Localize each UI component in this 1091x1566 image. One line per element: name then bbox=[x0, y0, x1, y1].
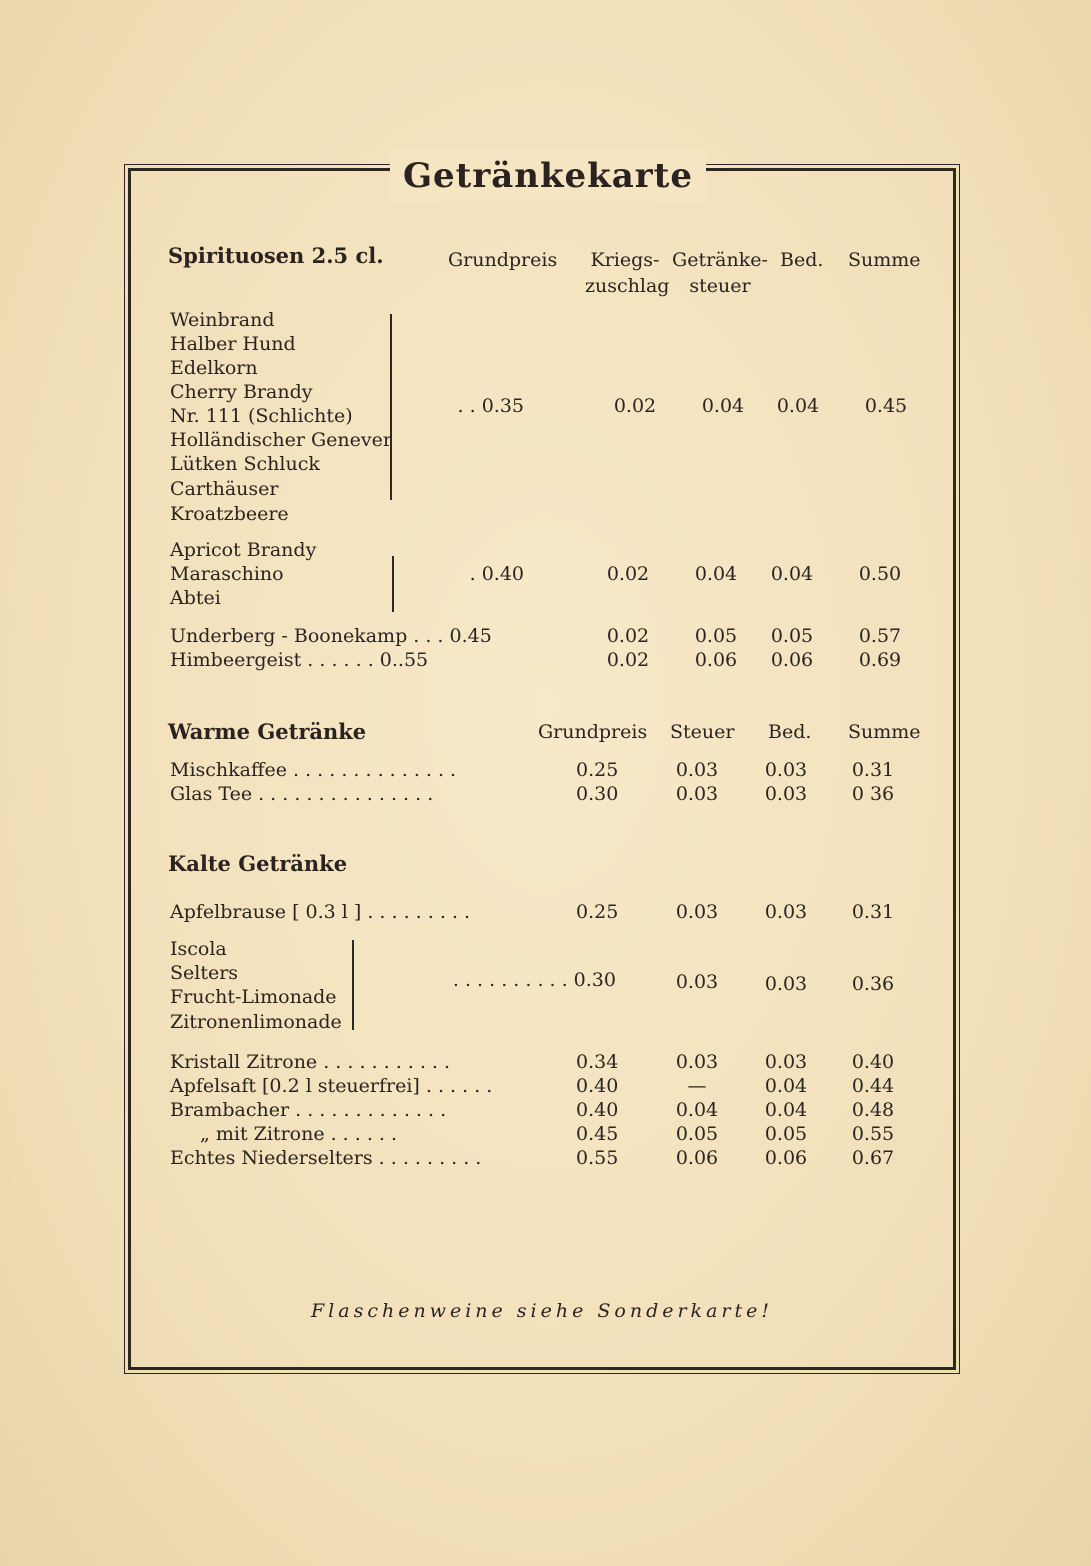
bed-cell: 0.03 bbox=[764, 783, 808, 805]
summe-cell: 0.31 bbox=[851, 759, 895, 781]
price-cell: . 0.40 bbox=[469, 563, 524, 585]
kriegs-cell: 0.02 bbox=[613, 395, 657, 417]
price-cell: 0.40 bbox=[576, 1099, 619, 1121]
col-kriegs-1: Kriegs- bbox=[590, 249, 660, 271]
bed-cell: 0.04 bbox=[770, 563, 814, 585]
steuer-cell: 0.04 bbox=[701, 395, 745, 417]
spirit-item: Edelkorn bbox=[170, 357, 258, 379]
steuer-cell: 0.06 bbox=[694, 649, 738, 671]
footer-note: Flaschenweine siehe Sonderkarte! bbox=[310, 1300, 773, 1322]
summe-cell: 0.55 bbox=[851, 1123, 895, 1145]
bed-cell: 0.06 bbox=[770, 649, 814, 671]
steuer-cell: — bbox=[687, 1075, 707, 1097]
cold-row-name: Echtes Niederselters . . . . . . . . . bbox=[170, 1147, 482, 1169]
col-kriegs-2: zuschlag bbox=[585, 275, 670, 297]
spirit-item: Kroatzbeere bbox=[170, 503, 289, 525]
steuer-cell: 0.03 bbox=[675, 1051, 719, 1073]
summe-cell: 0 36 bbox=[851, 783, 895, 805]
summe-cell: 0.31 bbox=[851, 901, 895, 923]
spirit-item: Holländischer Genever bbox=[170, 429, 392, 451]
summe-cell: 0.36 bbox=[851, 973, 895, 995]
col-summe: Summe bbox=[848, 249, 921, 271]
col-bed: Bed. bbox=[768, 721, 812, 743]
page-title: Getränkekarte bbox=[402, 156, 694, 196]
cold-row-name: Apfelsaft [0.2 l steuerfrei] . . . . . . bbox=[170, 1075, 493, 1097]
cold-item: Iscola bbox=[170, 938, 227, 960]
bed-cell: 0.04 bbox=[776, 395, 820, 417]
bed-cell: 0.03 bbox=[764, 759, 808, 781]
price-cell: 0.25 bbox=[576, 759, 619, 781]
col-bed: Bed. bbox=[780, 249, 824, 271]
bed-cell: 0.04 bbox=[764, 1099, 808, 1121]
bed-cell: 0.05 bbox=[764, 1123, 808, 1145]
warm-row-name: Glas Tee . . . . . . . . . . . . . . . bbox=[170, 783, 434, 805]
spirit-item: Nr. 111 (Schlichte) bbox=[170, 405, 353, 427]
steuer-cell: 0.05 bbox=[694, 625, 738, 647]
summe-cell: 0.48 bbox=[851, 1099, 895, 1121]
group-bracket bbox=[392, 556, 394, 612]
spirits-heading: Spirituosen 2.5 cl. bbox=[168, 243, 384, 268]
price-cell: 0.34 bbox=[576, 1051, 619, 1073]
kriegs-cell: 0.02 bbox=[606, 649, 650, 671]
steuer-cell: 0.05 bbox=[675, 1123, 719, 1145]
col-steuer: Steuer bbox=[670, 721, 735, 743]
bed-cell: 0.06 bbox=[764, 1147, 808, 1169]
spirit-item: Halber Hund bbox=[170, 333, 296, 355]
bed-cell: 0.04 bbox=[764, 1075, 808, 1097]
summe-cell: 0.44 bbox=[851, 1075, 895, 1097]
spirit-item: Apricot Brandy bbox=[170, 539, 317, 561]
warm-heading: Warme Getränke bbox=[168, 719, 367, 744]
cold-row-name: Brambacher . . . . . . . . . . . . . bbox=[170, 1099, 447, 1121]
price-cell: . . 0.35 bbox=[457, 395, 524, 417]
cold-row-name: „ mit Zitrone . . . . . . bbox=[200, 1123, 398, 1145]
col-grundpreis: Grundpreis bbox=[538, 721, 648, 743]
bed-cell: 0.03 bbox=[764, 901, 808, 923]
summe-cell: 0.69 bbox=[858, 649, 902, 671]
steuer-cell: 0.03 bbox=[675, 971, 719, 993]
steuer-cell: 0.03 bbox=[675, 901, 719, 923]
bed-cell: 0.05 bbox=[770, 625, 814, 647]
spirit-row-name: Himbeergeist . . . . . . 0..55 bbox=[170, 649, 429, 671]
spirit-item: Carthäuser bbox=[170, 478, 279, 500]
summe-cell: 0.45 bbox=[864, 395, 908, 417]
cold-item: Frucht-Limonade bbox=[170, 986, 337, 1008]
steuer-cell: 0.03 bbox=[675, 783, 719, 805]
spirit-item: Abtei bbox=[170, 587, 221, 609]
price-cell: 0.25 bbox=[576, 901, 619, 923]
group-bracket bbox=[352, 940, 354, 1030]
price-cell: 0.40 bbox=[576, 1075, 619, 1097]
price-cell: 0.55 bbox=[576, 1147, 619, 1169]
col-getraenke-2: steuer bbox=[689, 275, 751, 297]
spirit-row-name: Underberg - Boonekamp . . . 0.45 bbox=[170, 625, 492, 647]
spirit-item: Lütken Schluck bbox=[170, 453, 320, 475]
price-cell: . . . . . . . . . . 0.30 bbox=[452, 969, 616, 991]
col-getraenke-1: Getränke- bbox=[672, 249, 768, 271]
steuer-cell: 0.03 bbox=[675, 759, 719, 781]
spirit-item: Maraschino bbox=[170, 563, 284, 585]
kriegs-cell: 0.02 bbox=[606, 625, 650, 647]
cold-item: Zitronenlimonade bbox=[170, 1011, 342, 1033]
spirit-item: Cherry Brandy bbox=[170, 381, 313, 403]
bed-cell: 0.03 bbox=[764, 973, 808, 995]
summe-cell: 0.57 bbox=[858, 625, 902, 647]
cold-row-name: Kristall Zitrone . . . . . . . . . . . bbox=[170, 1051, 451, 1073]
steuer-cell: 0.04 bbox=[694, 563, 738, 585]
cold-heading: Kalte Getränke bbox=[168, 851, 348, 876]
cold-item: Selters bbox=[170, 962, 239, 984]
steuer-cell: 0.06 bbox=[675, 1147, 719, 1169]
kriegs-cell: 0.02 bbox=[606, 563, 650, 585]
cold-row-name: Apfelbrause [ 0.3 l ] . . . . . . . . . bbox=[170, 901, 471, 923]
summe-cell: 0.50 bbox=[858, 563, 902, 585]
warm-row-name: Mischkaffee . . . . . . . . . . . . . . bbox=[170, 759, 457, 781]
col-summe: Summe bbox=[848, 721, 921, 743]
price-cell: 0.30 bbox=[576, 783, 619, 805]
group-bracket bbox=[390, 314, 392, 500]
price-cell: 0.45 bbox=[576, 1123, 619, 1145]
col-grundpreis: Grundpreis bbox=[448, 249, 558, 271]
title-container bbox=[390, 150, 706, 202]
spirit-item: Weinbrand bbox=[170, 309, 275, 331]
summe-cell: 0.67 bbox=[851, 1147, 895, 1169]
bed-cell: 0.03 bbox=[764, 1051, 808, 1073]
steuer-cell: 0.04 bbox=[675, 1099, 719, 1121]
summe-cell: 0.40 bbox=[851, 1051, 895, 1073]
